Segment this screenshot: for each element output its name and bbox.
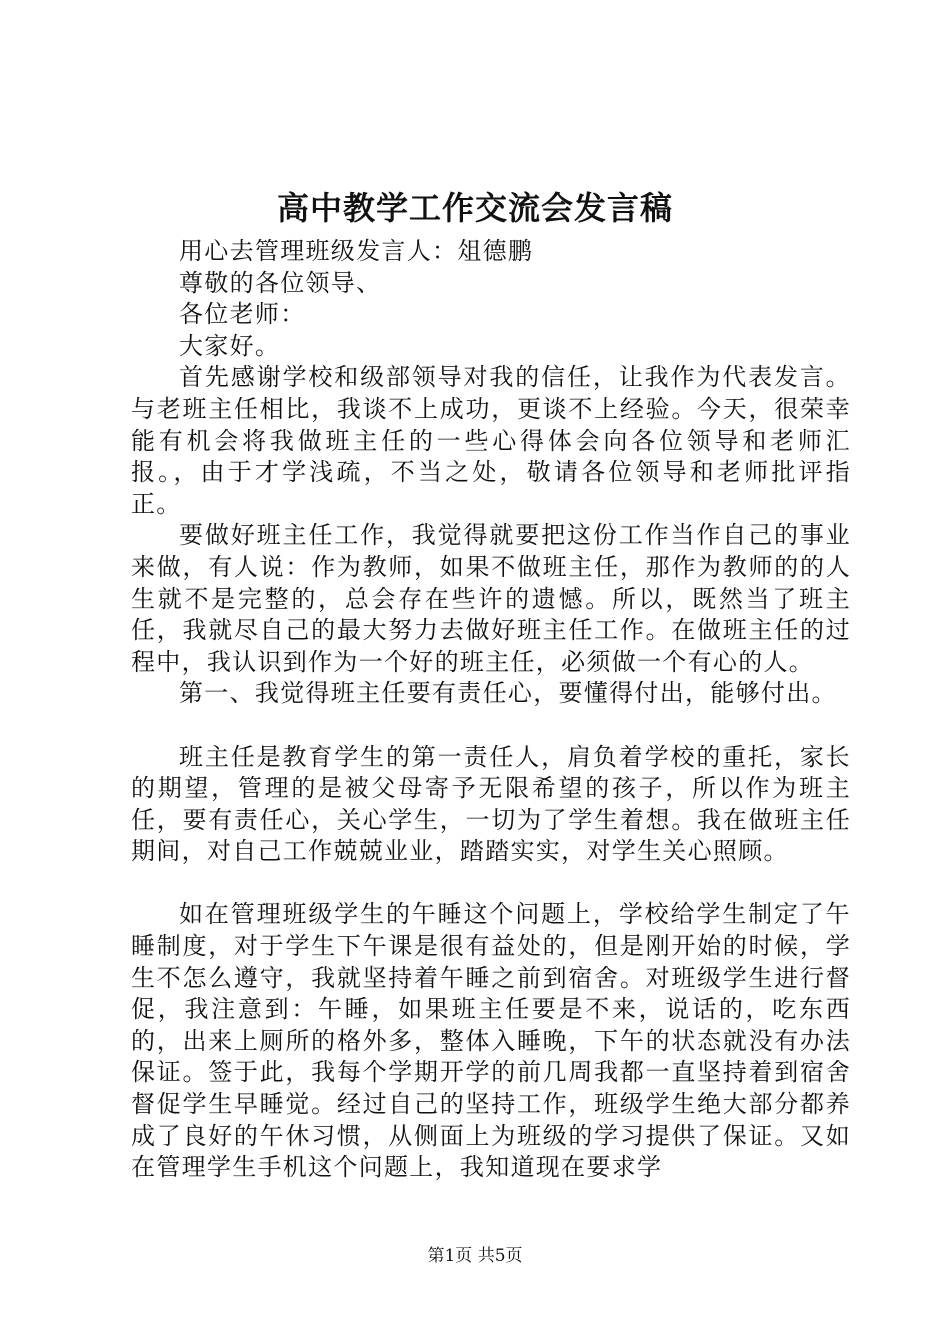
paragraph-career: 要做好班主任工作，我觉得就要把这份工作当作自己的事业来做，有人说：作为教师，如果不做班主任，那作为教师的的人生就不是完整的，总会存在些许的遗憾。所以，既然当了班主任，我就尽自己的最大努力去做好班主任工作。在做班主任的过程中，我认识到作为一个好的班主任，必须做一个有心的人。 xyxy=(131,521,851,676)
document-title: 高中教学工作交流会发言稿 xyxy=(276,189,673,227)
page-number-footer: 第1页 共5页 xyxy=(427,1246,523,1266)
speech-subtitle: 用心去管理班级发言人：俎德鹏 xyxy=(179,237,534,265)
paragraph-point-one: 第一、我觉得班主任要有责任心，要懂得付出，能够付出。 xyxy=(179,679,837,708)
salutation-leaders: 尊敬的各位领导、 xyxy=(179,268,382,297)
paragraph-thanks: 首先感谢学校和级部领导对我的信任，让我作为代表发言。与老班主任相比，我谈不上成功，更谈不上经验。今天，很荣幸能有机会将我做班主任的一些心得体会向各位领导和老师汇报。，由于才学浅疏，不当之处，敬请各位领导和老师批评指正。 xyxy=(131,363,851,518)
paragraph-nap-example: 如在管理班级学生的午睡这个问题上，学校给学生制定了午睡制度，对于学生下午课是很有益处的，但是刚开始的时候，学生不怎么遵守，我就坚持着午睡之前到宿舍。对班级学生进行督促，我注意到：午睡，如果班主任要是不来，说话的，吃东西的，出来上厕所的格外多，整体入睡晚，下午的状态就没有办法保证。签于此，我每个学期开学的前几周我都一直坚持着到宿舍督促学生早睡觉。经过自己的坚持工作，班级学生绝大部分都养成了良好的午休习惯，从侧面上为班级的学习提供了保证。又如在管理学生手机这个问题上，我知道现在要求学 xyxy=(131,900,851,1182)
greeting: 大家好。 xyxy=(179,331,281,360)
paragraph-responsibility: 班主任是教育学生的第一责任人，肩负着学校的重托，家长的期望，管理的是被父母寄予无限希望的孩子，所以作为班主任，要有责任心，关心学生，一切为了学生着想。我在做班主任期间，对自己工作兢兢业业，踏踏实实，对学生关心照顾。 xyxy=(131,742,851,866)
document-body xyxy=(131,236,851,1184)
salutation-teachers: 各位老师： xyxy=(179,300,306,329)
